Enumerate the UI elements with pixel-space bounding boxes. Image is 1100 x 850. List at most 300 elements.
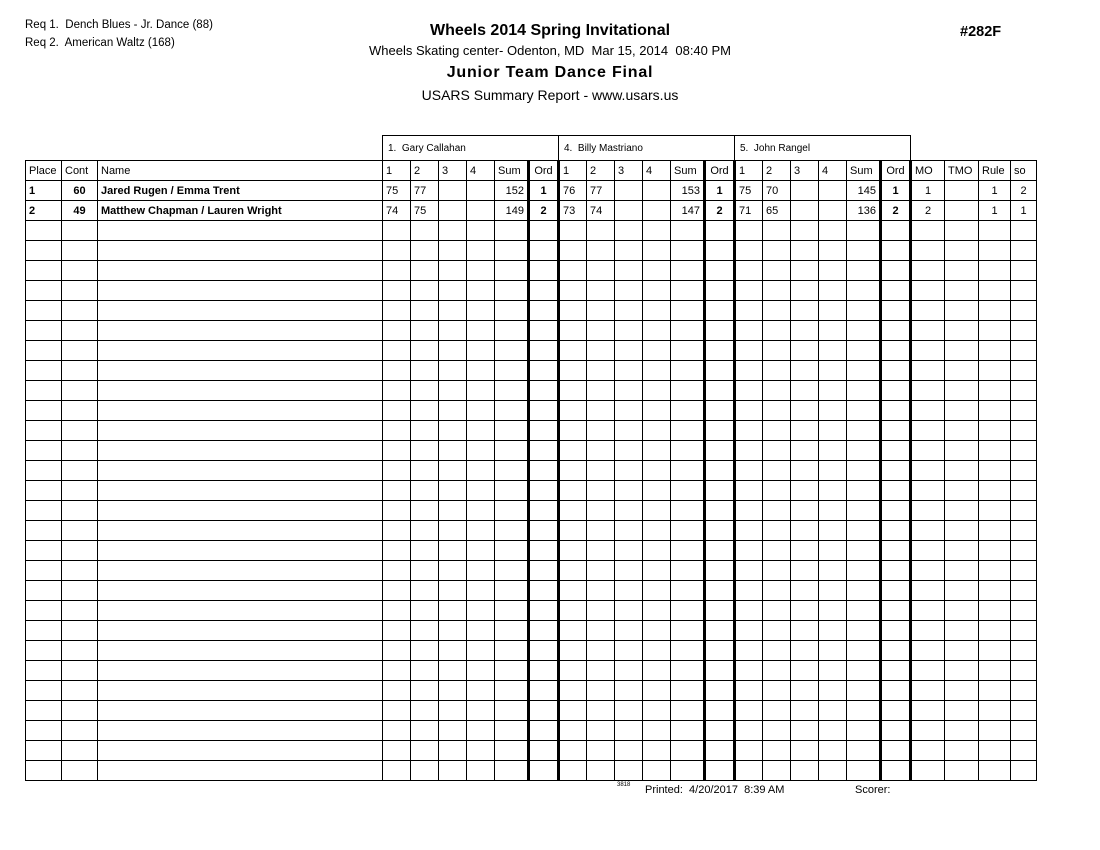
ord-cell: [705, 281, 735, 301]
ord-cell: [881, 401, 911, 421]
score-cell: [587, 661, 615, 681]
tmo-cell: [945, 261, 979, 281]
score-cell: [763, 561, 791, 581]
score-cell: [735, 281, 763, 301]
score-cell: [791, 601, 819, 621]
sum-cell: [495, 441, 529, 461]
score-cell: [763, 581, 791, 601]
score-cell: [763, 441, 791, 461]
sum-cell: [847, 561, 881, 581]
cont-cell: [62, 341, 98, 361]
ord-cell: [529, 601, 559, 621]
cont-cell: [62, 601, 98, 621]
score-cell: [383, 441, 411, 461]
sum-cell: [671, 241, 705, 261]
ord-cell: 1: [881, 181, 911, 201]
score-cell: [643, 741, 671, 761]
ord-cell: [881, 681, 911, 701]
sum-cell: [495, 601, 529, 621]
score-cell: [643, 381, 671, 401]
score-cell: [819, 301, 847, 321]
so-cell: [1011, 301, 1037, 321]
place-cell: [26, 701, 62, 721]
score-cell: [791, 481, 819, 501]
score-cell: [559, 301, 587, 321]
sum-cell: [847, 481, 881, 501]
score-cell: [819, 681, 847, 701]
rule-cell: [979, 501, 1011, 521]
sum-cell: [671, 261, 705, 281]
score-cell: [587, 641, 615, 661]
score-cell: [587, 501, 615, 521]
score-cell: [735, 321, 763, 341]
ord-cell: [705, 421, 735, 441]
score-cell: [467, 301, 495, 321]
score-cell: [791, 261, 819, 281]
score-cell: [587, 581, 615, 601]
col-header-j1-ord: Ord: [529, 161, 559, 181]
ord-cell: [529, 221, 559, 241]
score-cell: [643, 541, 671, 561]
col-header-j2-2: 2: [587, 161, 615, 181]
sum-cell: [495, 681, 529, 701]
rule-cell: 1: [979, 181, 1011, 201]
ord-cell: [705, 401, 735, 421]
sum-cell: [847, 221, 881, 241]
score-cell: [615, 221, 643, 241]
score-cell: [383, 421, 411, 441]
score-cell: [819, 201, 847, 221]
score-cell: [411, 301, 439, 321]
ord-cell: [529, 281, 559, 301]
cont-cell: [62, 581, 98, 601]
score-cell: [383, 521, 411, 541]
so-cell: [1011, 461, 1037, 481]
score-cell: [383, 381, 411, 401]
score-cell: [819, 561, 847, 581]
score-cell: [439, 381, 467, 401]
sum-cell: 145: [847, 181, 881, 201]
score-cell: [439, 261, 467, 281]
tmo-cell: [945, 741, 979, 761]
score-cell: [439, 241, 467, 261]
ord-cell: [881, 301, 911, 321]
rule-cell: [979, 601, 1011, 621]
score-cell: [643, 681, 671, 701]
col-header-j3-3: 3: [791, 161, 819, 181]
ord-cell: [705, 221, 735, 241]
table-row: [26, 481, 1037, 501]
tmo-cell: [945, 321, 979, 341]
score-cell: [439, 701, 467, 721]
ord-cell: [705, 581, 735, 601]
score-cell: [763, 421, 791, 441]
footer-code: 3818: [617, 782, 631, 788]
score-cell: [587, 341, 615, 361]
col-header-j2-3: 3: [615, 161, 643, 181]
mo-cell: [911, 761, 945, 781]
place-cell: [26, 601, 62, 621]
place-cell: [26, 261, 62, 281]
score-cell: [643, 701, 671, 721]
cont-cell: [62, 441, 98, 461]
so-cell: [1011, 381, 1037, 401]
judge-1-name: 1. Gary Callahan: [383, 136, 559, 161]
score-cell: [439, 741, 467, 761]
sum-cell: [495, 561, 529, 581]
score-cell: [791, 541, 819, 561]
ord-cell: [529, 461, 559, 481]
score-cell: [383, 541, 411, 561]
cont-cell: [62, 661, 98, 681]
ord-cell: [705, 361, 735, 381]
col-header-j3-2: 2: [763, 161, 791, 181]
score-cell: [791, 301, 819, 321]
score-cell: [819, 281, 847, 301]
score-cell: [819, 741, 847, 761]
score-cell: [819, 221, 847, 241]
ord-cell: [881, 721, 911, 741]
score-cell: [439, 661, 467, 681]
score-cell: [819, 641, 847, 661]
summary-table: [25, 135, 1037, 781]
score-cell: 70: [763, 181, 791, 201]
so-cell: [1011, 681, 1037, 701]
rule-cell: [979, 241, 1011, 261]
score-cell: [587, 241, 615, 261]
score-cell: [735, 501, 763, 521]
sum-cell: [671, 761, 705, 781]
mo-cell: [911, 601, 945, 621]
score-cell: [467, 461, 495, 481]
name-cell: [98, 361, 383, 381]
score-cell: [735, 641, 763, 661]
sum-cell: [671, 641, 705, 661]
rule-cell: [979, 721, 1011, 741]
so-cell: [1011, 241, 1037, 261]
score-cell: [559, 261, 587, 281]
ord-cell: [705, 261, 735, 281]
place-cell: [26, 401, 62, 421]
score-cell: [587, 521, 615, 541]
score-cell: [763, 741, 791, 761]
mo-cell: [911, 561, 945, 581]
ord-cell: [529, 381, 559, 401]
sum-cell: [671, 721, 705, 741]
mo-cell: [911, 721, 945, 741]
ord-cell: [529, 701, 559, 721]
score-cell: [467, 581, 495, 601]
col-header-tmo: TMO: [945, 161, 979, 181]
ord-cell: [705, 741, 735, 761]
sum-cell: [495, 481, 529, 501]
score-cell: [587, 401, 615, 421]
score-cell: [735, 301, 763, 321]
sum-cell: [495, 521, 529, 541]
score-cell: 71: [735, 201, 763, 221]
ord-cell: [529, 621, 559, 641]
score-cell: [643, 521, 671, 541]
report-title: Wheels 2014 Spring Invitational: [429, 22, 671, 39]
score-cell: [735, 401, 763, 421]
score-cell: [559, 241, 587, 261]
score-cell: [763, 381, 791, 401]
score-cell: [411, 281, 439, 301]
score-cell: [791, 701, 819, 721]
col-header-j1-sum: Sum: [495, 161, 529, 181]
so-cell: [1011, 401, 1037, 421]
sum-cell: [495, 701, 529, 721]
score-cell: 75: [383, 181, 411, 201]
sum-cell: [847, 421, 881, 441]
place-cell: 2: [26, 201, 62, 221]
sum-cell: 136: [847, 201, 881, 221]
score-cell: [615, 361, 643, 381]
ord-cell: [881, 441, 911, 461]
score-cell: [819, 241, 847, 261]
score-cell: [467, 661, 495, 681]
score-cell: [763, 341, 791, 361]
score-cell: [383, 261, 411, 281]
score-cell: 76: [559, 181, 587, 201]
score-cell: [819, 621, 847, 641]
score-cell: [587, 621, 615, 641]
ord-cell: [705, 621, 735, 641]
score-cell: [791, 341, 819, 361]
name-cell: [98, 561, 383, 581]
rule-cell: [979, 261, 1011, 281]
mo-cell: 1: [911, 181, 945, 201]
table-row: [26, 561, 1037, 581]
sum-cell: [495, 721, 529, 741]
place-cell: [26, 341, 62, 361]
mo-cell: [911, 361, 945, 381]
score-cell: [735, 361, 763, 381]
sum-cell: [671, 301, 705, 321]
name-cell: [98, 341, 383, 361]
score-cell: [439, 181, 467, 201]
ord-cell: [881, 501, 911, 521]
score-cell: [643, 221, 671, 241]
so-cell: [1011, 721, 1037, 741]
mo-cell: [911, 741, 945, 761]
score-cell: [559, 481, 587, 501]
score-cell: [735, 541, 763, 561]
mo-cell: [911, 621, 945, 641]
judge-header-row: [26, 136, 1037, 161]
sum-cell: 147: [671, 201, 705, 221]
ord-cell: [881, 481, 911, 501]
name-cell: Matthew Chapman / Lauren Wright: [98, 201, 383, 221]
score-cell: [411, 441, 439, 461]
tmo-cell: [945, 381, 979, 401]
cont-cell: [62, 321, 98, 341]
rule-cell: [979, 221, 1011, 241]
score-cell: [791, 501, 819, 521]
score-cell: [735, 521, 763, 541]
sum-cell: [671, 501, 705, 521]
score-cell: [615, 701, 643, 721]
score-cell: [735, 721, 763, 741]
col-header-j1-3: 3: [439, 161, 467, 181]
score-cell: [819, 521, 847, 541]
venue-date-line: Wheels Skating center- Odenton, MD Mar 15, 2014 08:40 PM: [368, 43, 731, 58]
sum-cell: [671, 401, 705, 421]
score-cell: [643, 321, 671, 341]
table-row: [26, 381, 1037, 401]
sum-cell: [495, 261, 529, 281]
sum-cell: [847, 681, 881, 701]
table-row: [26, 621, 1037, 641]
table-row: [26, 501, 1037, 521]
sum-cell: [847, 361, 881, 381]
col-header-mo: MO: [911, 161, 945, 181]
ord-cell: [881, 341, 911, 361]
rule-cell: [979, 641, 1011, 661]
ord-cell: [881, 281, 911, 301]
cont-cell: 60: [62, 181, 98, 201]
score-cell: [763, 641, 791, 661]
score-cell: [383, 361, 411, 381]
score-cell: [467, 701, 495, 721]
col-header-j2-4: 4: [643, 161, 671, 181]
score-cell: [735, 241, 763, 261]
score-cell: [615, 201, 643, 221]
tmo-cell: [945, 341, 979, 361]
ord-cell: [881, 661, 911, 681]
ord-cell: [529, 581, 559, 601]
score-cell: [735, 741, 763, 761]
judge-2-name: 4. Billy Mastriano: [559, 136, 735, 161]
col-header-name: Name: [98, 161, 383, 181]
table-row: [26, 201, 1037, 221]
score-cell: [411, 641, 439, 661]
name-cell: [98, 401, 383, 421]
col-header-rule: Rule: [979, 161, 1011, 181]
score-cell: [643, 501, 671, 521]
score-cell: [819, 181, 847, 201]
place-cell: [26, 481, 62, 501]
score-cell: [643, 361, 671, 381]
score-cell: [559, 661, 587, 681]
score-cell: [819, 541, 847, 561]
sum-cell: 152: [495, 181, 529, 201]
mo-cell: [911, 221, 945, 241]
score-cell: 77: [411, 181, 439, 201]
ord-cell: [529, 481, 559, 501]
ord-cell: [705, 601, 735, 621]
score-cell: [791, 741, 819, 761]
place-cell: [26, 441, 62, 461]
score-cell: [559, 281, 587, 301]
cont-cell: [62, 261, 98, 281]
place-cell: [26, 361, 62, 381]
so-cell: [1011, 641, 1037, 661]
place-cell: [26, 381, 62, 401]
judge-header-spacer-right: [911, 136, 1037, 161]
score-cell: [467, 281, 495, 301]
score-cell: [791, 721, 819, 741]
so-cell: [1011, 481, 1037, 501]
score-cell: [615, 441, 643, 461]
score-cell: [411, 621, 439, 641]
score-cell: [763, 401, 791, 421]
score-cell: [559, 541, 587, 561]
score-cell: [411, 541, 439, 561]
ord-cell: [705, 761, 735, 781]
score-cell: [439, 521, 467, 541]
score-cell: [383, 661, 411, 681]
ord-cell: [881, 601, 911, 621]
place-cell: [26, 221, 62, 241]
score-cell: [411, 341, 439, 361]
document-number: #282F: [960, 24, 1002, 40]
so-cell: [1011, 761, 1037, 781]
sum-cell: [847, 281, 881, 301]
sum-cell: [847, 581, 881, 601]
sum-cell: [671, 701, 705, 721]
sum-cell: [847, 401, 881, 421]
score-cell: 75: [735, 181, 763, 201]
score-cell: [615, 541, 643, 561]
score-cell: [383, 461, 411, 481]
score-cell: [819, 441, 847, 461]
sum-cell: [495, 421, 529, 441]
table-row: [26, 181, 1037, 201]
score-cell: [791, 681, 819, 701]
sum-cell: 149: [495, 201, 529, 221]
score-cell: [643, 241, 671, 261]
sum-cell: [671, 421, 705, 441]
score-cell: [643, 201, 671, 221]
score-cell: [735, 661, 763, 681]
score-cell: [643, 301, 671, 321]
score-cell: [411, 601, 439, 621]
score-cell: [791, 641, 819, 661]
score-cell: [763, 761, 791, 781]
results-body: [26, 181, 1037, 781]
score-cell: [467, 341, 495, 361]
name-cell: [98, 381, 383, 401]
score-cell: [735, 381, 763, 401]
tmo-cell: [945, 641, 979, 661]
score-cell: [411, 681, 439, 701]
score-cell: [791, 281, 819, 301]
mo-cell: [911, 421, 945, 441]
name-cell: [98, 661, 383, 681]
score-cell: [615, 281, 643, 301]
score-cell: [587, 761, 615, 781]
sum-cell: [495, 641, 529, 661]
score-cell: [383, 581, 411, 601]
rule-cell: [979, 321, 1011, 341]
score-cell: [643, 401, 671, 421]
rule-cell: [979, 441, 1011, 461]
mo-cell: [911, 701, 945, 721]
score-cell: [791, 381, 819, 401]
score-cell: [763, 521, 791, 541]
sum-cell: [495, 341, 529, 361]
sum-cell: [495, 281, 529, 301]
score-cell: [791, 761, 819, 781]
score-cell: [819, 261, 847, 281]
score-cell: [559, 581, 587, 601]
score-cell: [763, 601, 791, 621]
cont-cell: [62, 281, 98, 301]
sum-cell: [847, 241, 881, 261]
ord-cell: 2: [881, 201, 911, 221]
score-cell: [615, 601, 643, 621]
